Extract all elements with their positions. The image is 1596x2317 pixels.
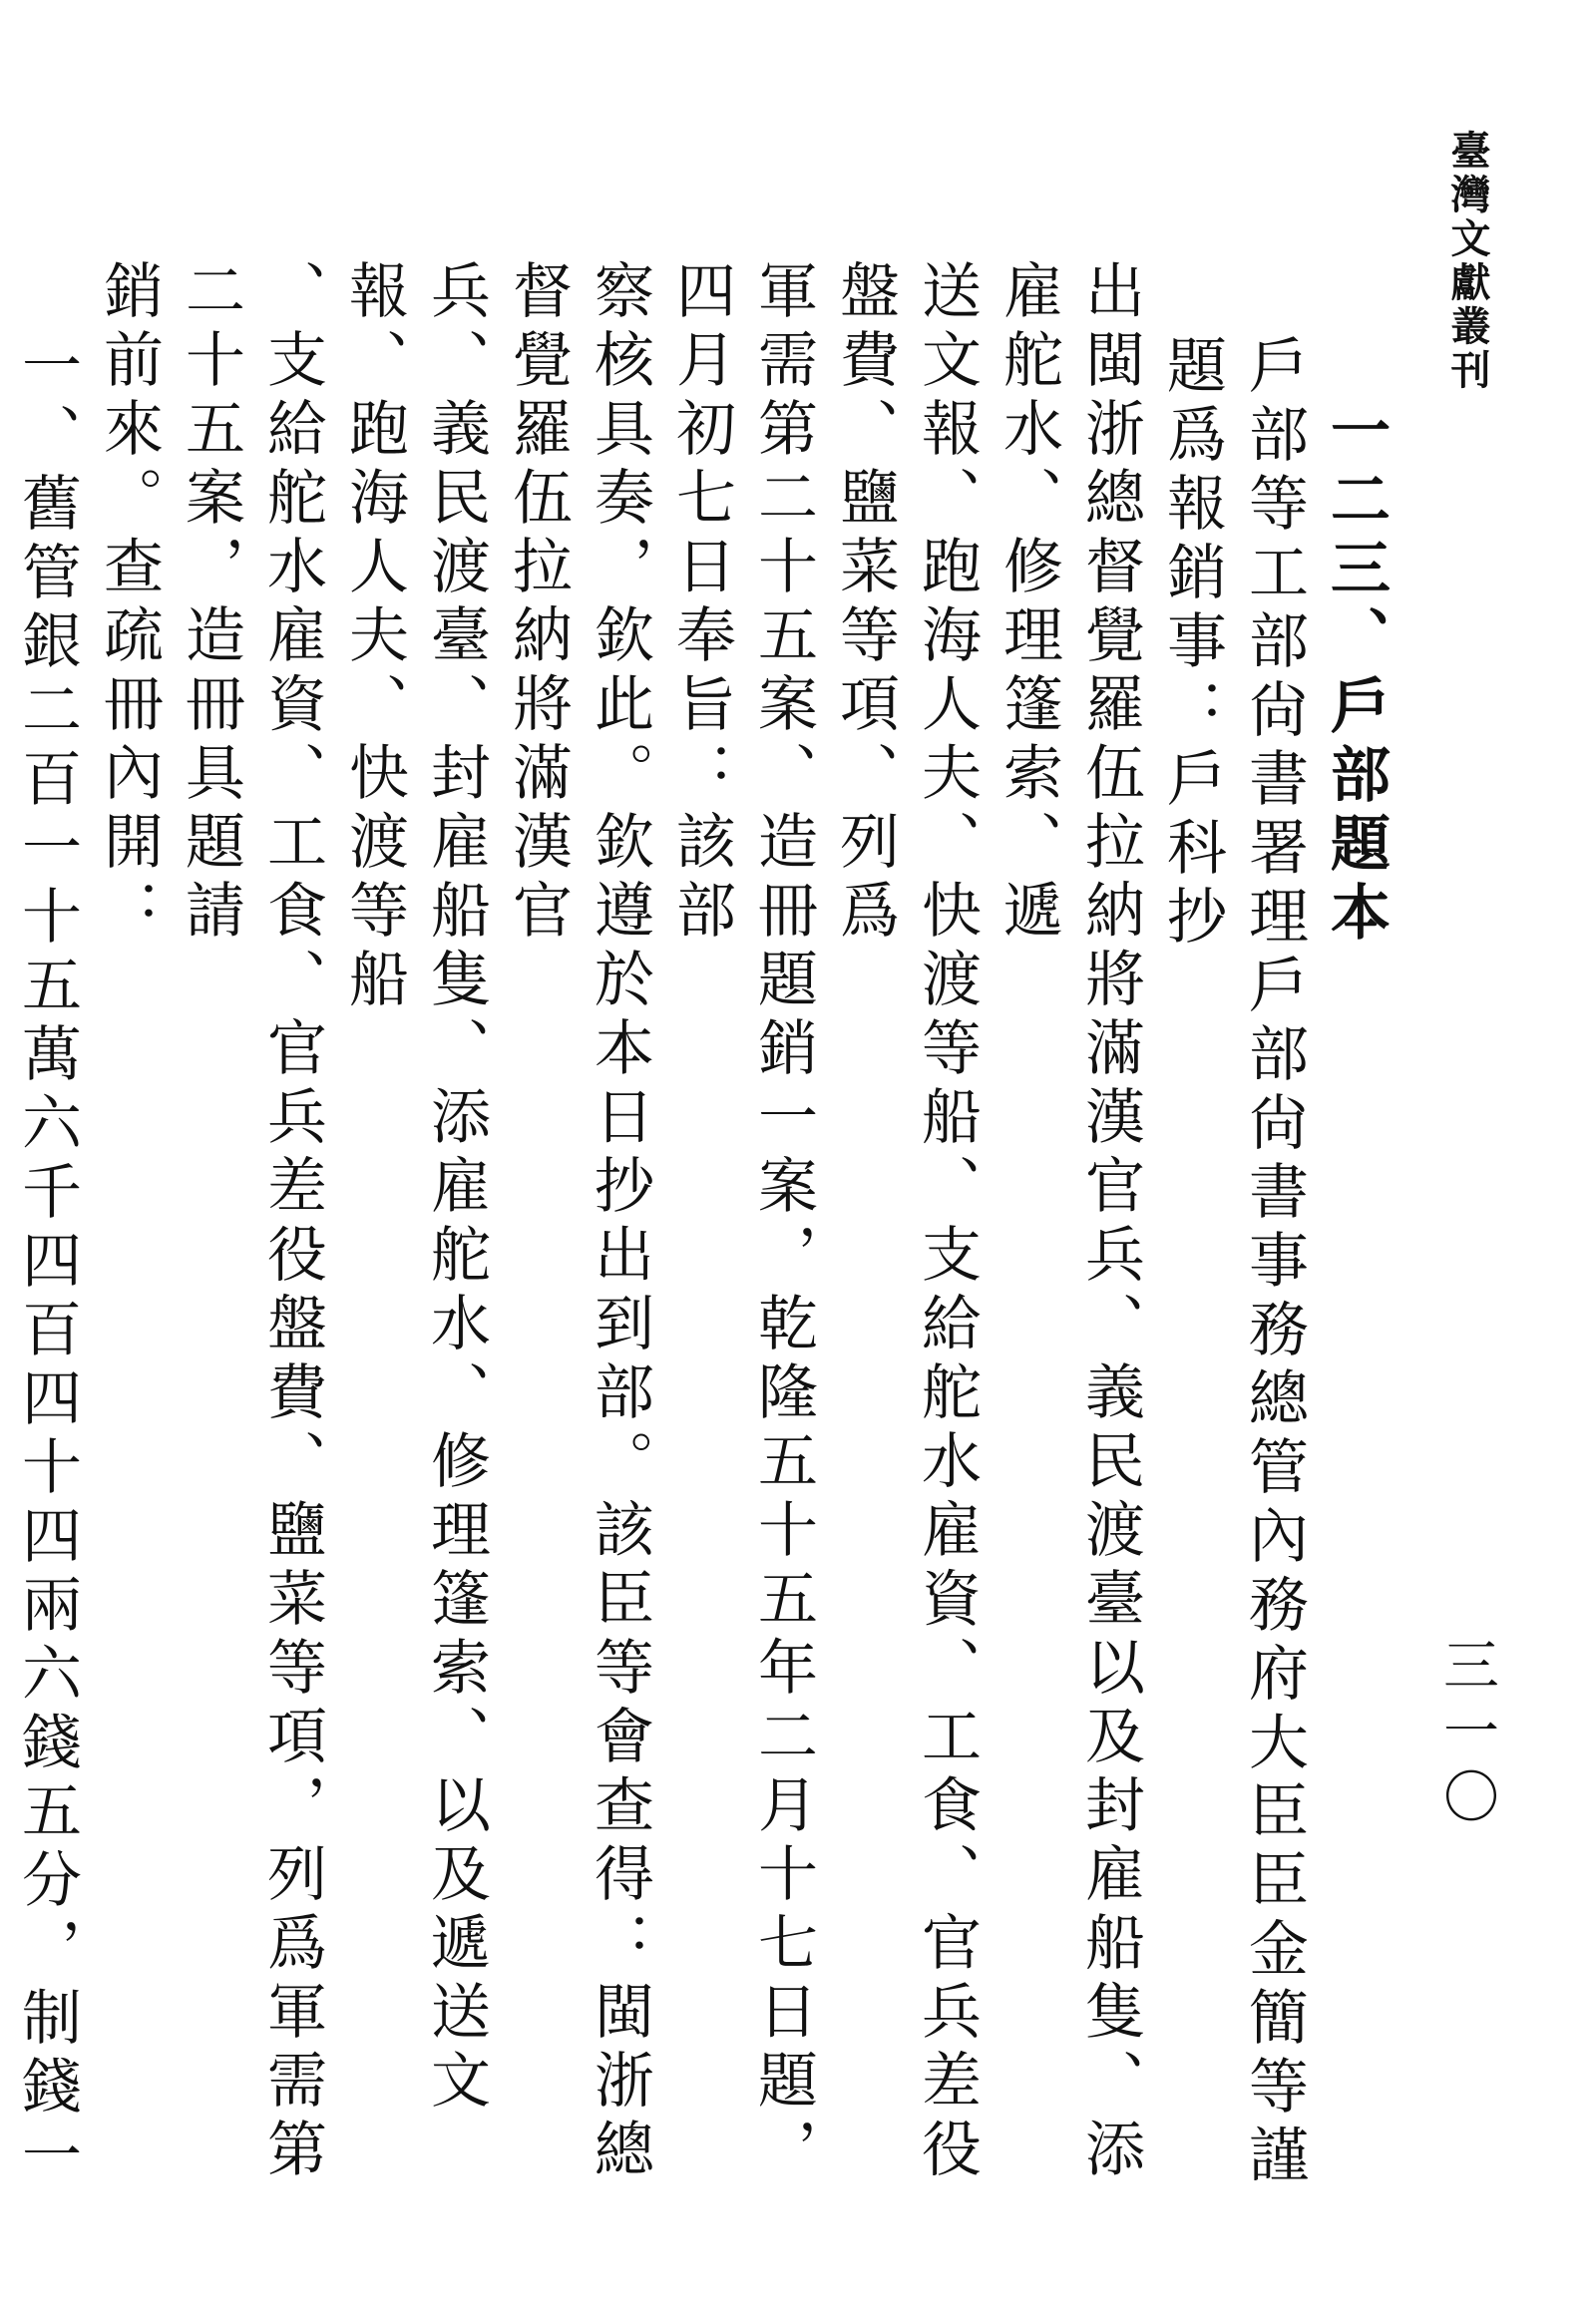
text-column: 軍需第二十五案、造冊題銷一案，乾隆五十五年二月十七日題，四月初七日奉旨：該部 [666, 259, 818, 2186]
text-column: 銷前來。查疏冊內開： [94, 259, 164, 948]
text-column: 戶部等工部尙書署理戶部尙書事務總管內務府大臣臣金簡等謹題爲報銷事：戶科抄 [1157, 334, 1309, 2192]
text-column: 送文報、跑海人夫、快渡等船、支給舵水雇資、工食、官兵差役盤費、鹽菜等項、列爲 [830, 259, 982, 2186]
document-body [12, 259, 1396, 2234]
running-header: 臺灣文獻叢刊 [1444, 130, 1491, 393]
text-column: 兵、義民渡臺、封雇船隻、添雇舵水、修理篷索、以及遞送文報、跑海人夫、快渡等船 [339, 259, 491, 2118]
list-item-column: 一、舊管銀二百一十五萬六千四百四十四兩六錢五分，制錢一 [12, 334, 82, 2192]
text-column: 察核具奏，欽此。欽遵於本日抄出到部。該臣等會查得：閩浙總督覺羅伍拉納將滿漢官 [503, 259, 654, 2186]
page-number: 三一〇 [1434, 1636, 1499, 1833]
text-column: 、支給舵水雇資、工食、官兵差役盤費、鹽菜等項，列爲軍需第二十五案，造冊具題請 [176, 259, 327, 2186]
text-column: 出閩浙總督覺羅伍拉納將滿漢官兵、義民渡臺以及封雇船隻、添雇舵水、修理篷索、遞 [994, 259, 1145, 2186]
section-title: 一二三、戶部題本 [1321, 399, 1391, 950]
